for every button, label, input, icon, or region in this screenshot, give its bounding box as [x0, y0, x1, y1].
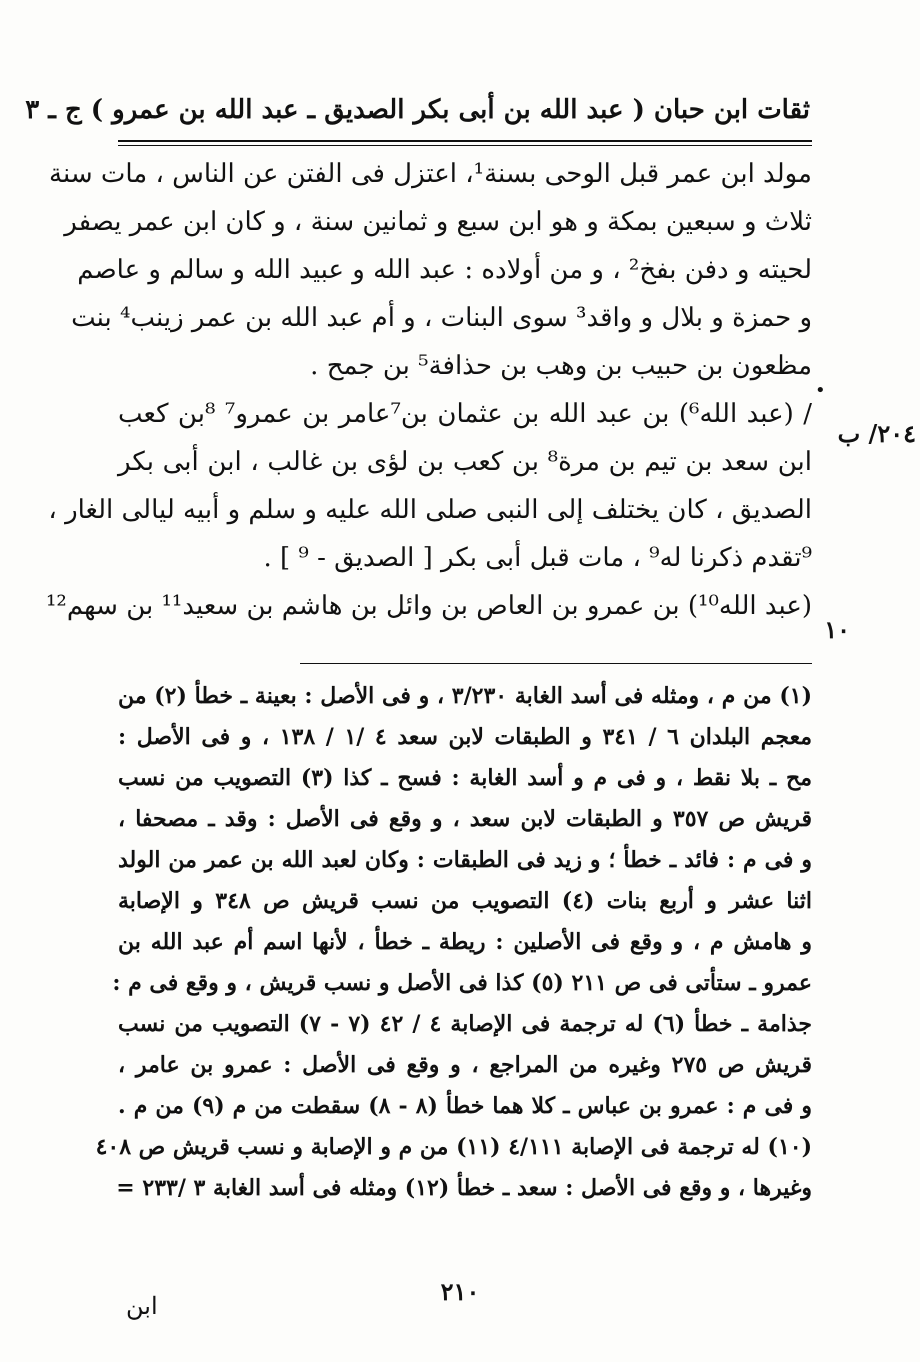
main-text	[46, 150, 813, 630]
footnote-line: و فى م : فائد ـ خطأ ؛ و زيد فى الطبقات : وكان لعبد الله بن عمر من الولد	[118, 847, 813, 873]
text-line: / (عبد الله⁶) بن عبد الله بن عثمان بن⁷عامر بن عمرو⁷ ⁸بن كعب	[118, 399, 813, 429]
footnote-line: (١٠) له ترجمة فى الإصابة ٤/١١١ (١١) من م و الإصابة و نسب قريش ص ٤٠٨	[95, 1134, 812, 1160]
margin-folio-reference: ٢٠٤/ ب	[837, 419, 916, 448]
running-title: ثقات ابن حبان ( عبد الله بن أبى بكر الصديق ـ عبد الله بن عمرو ) ج ـ ٣	[25, 95, 810, 125]
text-line: مظعون بن حبيب بن وهب بن حذافة⁵ بن جمح .	[310, 351, 812, 381]
text-line: (عبد الله¹⁰) بن عمرو بن العاص بن وائل بن هاشم بن سعيد¹¹ بن سهم¹²	[46, 591, 812, 621]
footnote-line: قريش ص ٢٧٥ وغيره من المراجع ، و وقع فى الأصل : عمرو بن عامر ،	[118, 1052, 812, 1078]
text-line: ثلاث و سبعين بمكة و هو ابن سبع و ثمانين سنة ، و كان ابن عمر يصفر	[64, 207, 812, 237]
text-line: و حمزة و بلال و واقد³ سوى البنات ، و أم عبد الله بن عمر زينب⁴ بنت	[71, 303, 812, 333]
text-line: الصديق ، كان يختلف إلى النبى صلى الله عليه و سلم و أبيه ليالى الغار ،	[48, 495, 812, 525]
footnote-line: جذامة ـ خطأ (٦) له ترجمة فى الإصابة ٤ / ٤٢ (٧ - ٧) التصويب من نسب	[118, 1011, 812, 1037]
footnote-line: (١) من م ، ومثله فى أسد الغابة ٣/٢٣٠ ، و فى الأصل : بعينة ـ خطأ (٢) من	[118, 683, 812, 709]
text-line: ⁹تقدم ذكرنا له⁹ ، مات قبل أبى بكر [ الصديق - ⁹ ] .	[263, 543, 812, 573]
page-number: ٢١٠	[440, 1277, 480, 1306]
footnote-line: اثنا عشر و أربع بنات (٤) التصويب من نسب قريش ص ٣٤٨ و الإصابة	[118, 888, 813, 914]
header-rule-thin	[118, 145, 812, 146]
footnote-line: وغيرها ، و وقع فى الأصل : سعد ـ خطأ (١٢) ومثله فى أسد الغابة ٣ /٢٣٣ =	[116, 1175, 812, 1201]
footnote-line: معجم البلدان ٦ / ٣٤١ و الطبقات لابن سعد ٤ /١ / ١٣٨ ، و فى الأصل :	[118, 724, 812, 750]
header-rule-thick	[118, 140, 812, 142]
margin-bullet: •	[815, 380, 826, 401]
text-line: ابن سعد بن تيم بن مرة⁸ بن كعب بن لؤى بن غالب ، ابن أبى بكر	[118, 447, 812, 477]
footnote-separator	[300, 663, 812, 664]
text-line: مولد ابن عمر قبل الوحى بسنة¹، اعتزل فى الفتن عن الناس ، مات سنة	[49, 159, 812, 189]
text-line: لحيته و دفن بفخ² ، و من أولاده : عبد الله و عبيد الله و سالم و عاصم	[77, 255, 812, 285]
footnote-line: و هامش م ، و وقع فى الأصلين : ريطة ـ خطأ ، لأنها اسم أم عبد الله بن	[118, 929, 812, 955]
footnote-line: و فى م : عمرو بن عباس ـ كلا هما خطأ (٨ - ٨) سقطت من م (٩) من م .	[118, 1093, 812, 1119]
footnotes	[95, 676, 813, 1209]
footnote-line: عمرو ـ ستأتى فى ص ٢١١ (٥) كذا فى الأصل و نسب قريش ، و وقع فى م :	[112, 970, 812, 996]
footnote-line: قريش ص ٣٥٧ و الطبقات لابن سعد ، و وقع فى الأصل : وقد ـ مصحفا ،	[118, 806, 812, 832]
margin-line-number: ١٠	[824, 615, 850, 644]
catchword: ابن	[126, 1292, 158, 1320]
footnote-line: مح ـ بلا نقط ، و فى م و أسد الغابة : فسح ـ كذا (٣) التصويب من نسب	[118, 765, 812, 791]
